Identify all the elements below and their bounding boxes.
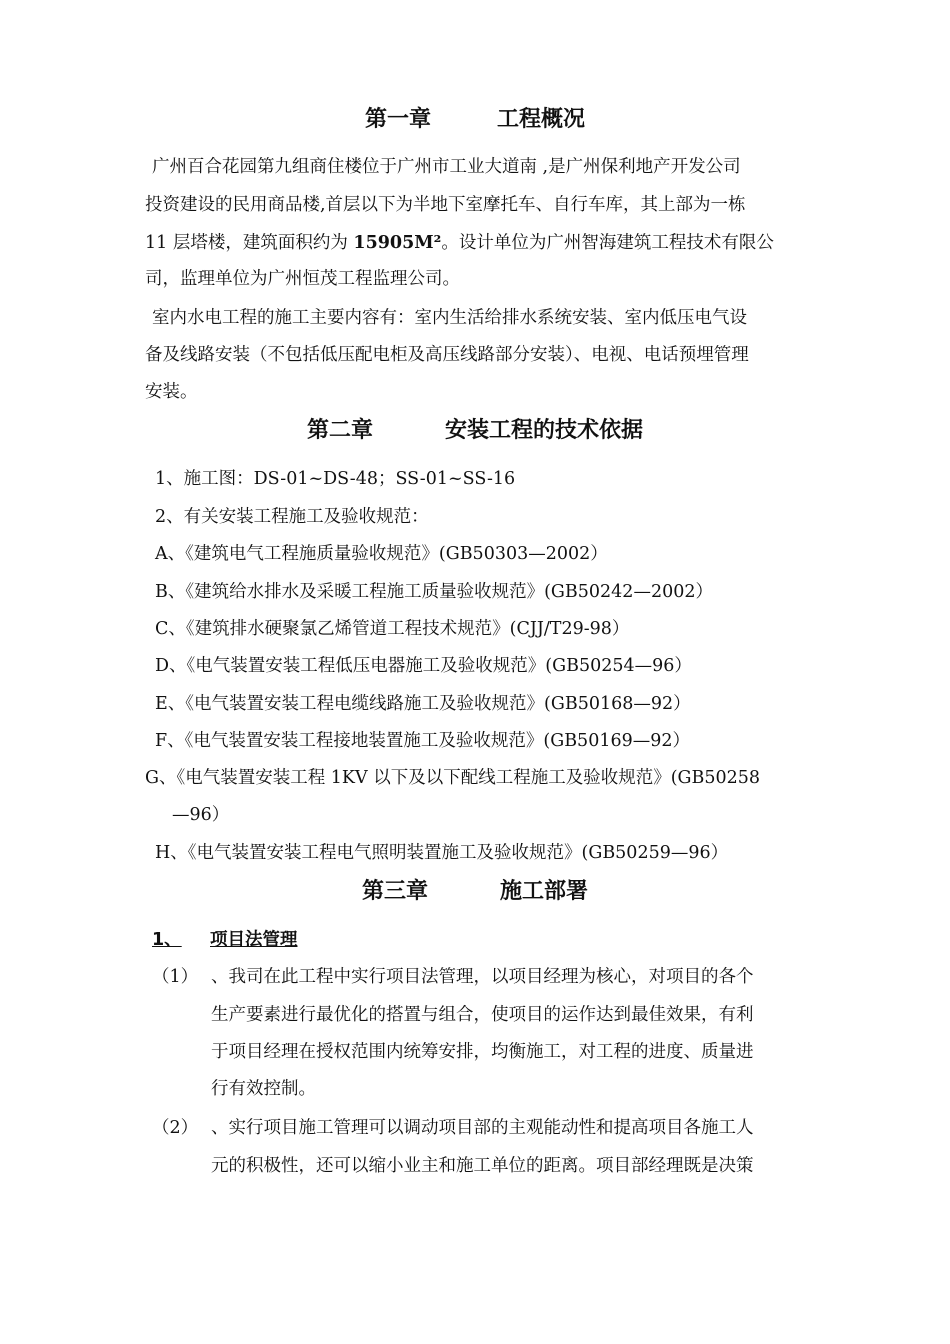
chapter1-para1-line1: 广州百合花园第九组商住楼位于广州市工业大道南 ,是广州保利地产开发公司 <box>152 157 741 177</box>
chapter2-heading <box>0 417 950 445</box>
chapter1-para1-line2: 投资建设的民用商品楼,首层以下为半地下室摩托车、自行车库，其上部为一栋 <box>145 195 746 215</box>
chapter2-item-standards-intro: 2、有关安装工程施工及验收规范： <box>155 507 429 527</box>
chapter1-para2-line1: 室内水电工程的施工主要内容有：室内生活给排水系统安装、室内低压电气设 <box>152 308 747 328</box>
item2-line2: 元的积极性，还可以缩小业主和施工单位的距离。项目部经理既是决策 <box>211 1156 754 1176</box>
chapter1-title: 工程概况 <box>497 107 586 132</box>
chapter1-para2-line3: 安装。 <box>145 382 198 402</box>
item2-line1: 、实行项目施工管理可以调动项目部的主观能动性和提高项目各施工人 <box>211 1118 754 1138</box>
chapter3-number: 第三章 <box>361 879 428 904</box>
chapter2-item-g: G、《电气装置安装工程 1KV 以下及以下配线工程施工及验收规范》(GB50258 <box>145 768 761 788</box>
section1-title: 项目法管理 <box>210 930 298 950</box>
chapter2-item-f: F、《电气装置安装工程接地装置施工及验收规范》(GB50169—92） <box>155 731 690 751</box>
chapter2-item-a: A、《建筑电气工程施质量验收规范》(GB50303—2002） <box>155 544 608 564</box>
chapter2-item-e: E、《电气装置安装工程电缆线路施工及验收规范》(GB50168—92） <box>155 694 691 714</box>
section1-number: 1、 <box>152 930 182 950</box>
item1-line1: 、我司在此工程中实行项目法管理，以项目经理为核心，对项目的各个 <box>211 967 754 987</box>
item1-line2: 生产要素进行最优化的搭置与组合，使项目的运作达到最佳效果，有利 <box>211 1005 754 1025</box>
chapter2-number: 第二章 <box>306 418 373 443</box>
chapter1-heading <box>0 106 950 134</box>
chapter2-item-d: D、《电气装置安装工程低压电器施工及验收规范》(GB50254—96） <box>155 656 692 676</box>
chapter1-para1-line3 <box>145 231 774 255</box>
chapter2-item-c: C、《建筑排水硬聚氯乙烯管道工程技术规范》(CJJ/T29-98） <box>155 619 630 639</box>
item2-marker: （2） <box>152 1118 199 1138</box>
item1-line3: 于项目经理在授权范围内统筹安排，均衡施工，对工程的进度、质量进 <box>211 1042 754 1062</box>
building-area-value: 15905M² <box>353 233 442 253</box>
chapter1-para1-line4: 司，监理单位为广州恒茂工程监理公司。 <box>145 269 460 289</box>
chapter2-item-b: B、《建筑给水排水及采暖工程施工质量验收规范》(GB50242—2002） <box>155 582 713 602</box>
design-unit-text: 。设计单位为广州智海建筑工程技术有限公 <box>441 233 774 253</box>
section1-heading <box>152 928 298 952</box>
item1-marker: （1） <box>152 967 199 987</box>
chapter2-item-g-continued: —96） <box>172 805 230 825</box>
item1-line4: 行有效控制。 <box>211 1079 316 1099</box>
chapter3-title: 施工部署 <box>500 879 589 904</box>
chapter1-para2-line2: 备及线路安装（不包括低压配电柜及高压线路部分安装）、电视、电话预埋管理 <box>145 345 749 365</box>
chapter3-heading <box>0 878 950 906</box>
chapter2-item-h: H、《电气装置安装工程电气照明装置施工及验收规范》(GB50259—96） <box>155 843 729 863</box>
building-floors-text: 11 层塔楼，建筑面积约为 <box>145 233 354 253</box>
chapter1-number: 第一章 <box>364 107 431 132</box>
chapter2-title: 安装工程的技术依据 <box>445 418 644 443</box>
chapter2-item-drawings: 1、施工图：DS-01~DS-48；SS-01~SS-16 <box>155 469 516 489</box>
